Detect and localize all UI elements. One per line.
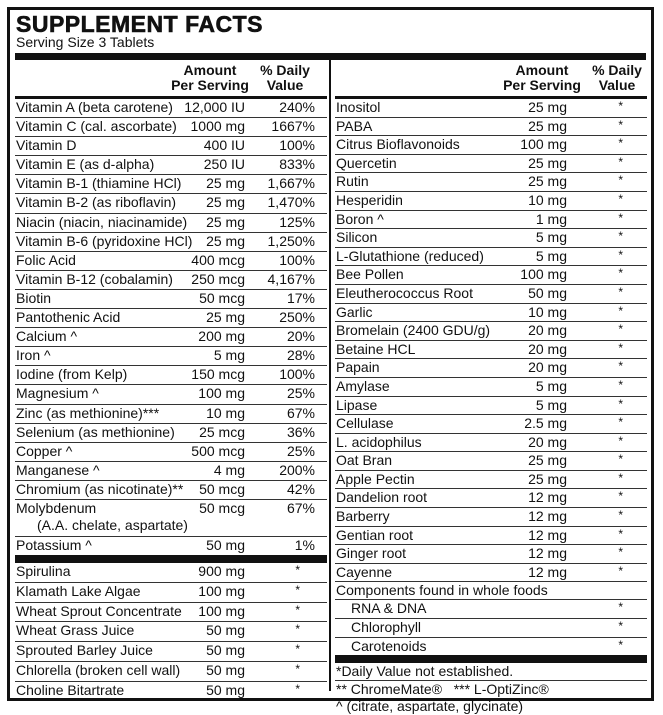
table-row: [335, 397, 647, 416]
daily-value: *: [295, 582, 300, 597]
table-row: [15, 99, 327, 118]
amount-per-serving: 1 mg: [535, 210, 567, 227]
nutrient-name: Niacin (niacin, niacinamide): [16, 213, 188, 230]
table-row: [335, 600, 647, 619]
daily-value: *: [295, 563, 300, 578]
nutrient-name: Vitamin E (as d-alpha): [16, 156, 155, 173]
amount-per-serving: 25 mg: [206, 194, 245, 211]
amount-per-serving: 150 mcg: [191, 366, 245, 383]
header-bar: [15, 53, 646, 60]
nutrient-name: Ginger root: [336, 545, 407, 562]
daily-value: *: [618, 284, 623, 299]
table-row: [15, 500, 327, 537]
nutrient-name: Spirulina: [16, 563, 71, 580]
daily-value-header: % Daily Value: [260, 62, 310, 93]
daily-value: 25%: [286, 385, 315, 402]
amount-per-serving: 100 mg: [198, 582, 245, 599]
right-column: [335, 60, 647, 715]
nutrient-name: Eleutherococcus Root: [336, 284, 473, 301]
nutrient-name: Rutin: [336, 173, 369, 190]
amount-per-serving: 5 mg: [535, 247, 567, 264]
table-row: [335, 266, 647, 285]
table-row: [15, 642, 327, 662]
daily-value: *: [618, 470, 623, 485]
nutrient-name: Chromium (as nicotinate)**: [16, 480, 184, 497]
nutrient-name: Iron ^: [16, 347, 51, 364]
daily-value: *: [618, 173, 623, 188]
daily-value: 42%: [286, 480, 315, 497]
nutrient-name: Amylase: [336, 377, 390, 394]
amount-per-serving: 900 mg: [198, 563, 245, 580]
daily-value: 1667%: [271, 118, 315, 135]
nutrient-name: Hesperidin: [336, 191, 403, 208]
nutrient-name: Wheat Grass Juice: [16, 622, 135, 639]
table-row: [15, 682, 327, 701]
nutrient-name: Cellulase: [336, 415, 394, 432]
section-bar: [335, 655, 647, 663]
nutrient-name: Chlorophyll: [351, 619, 422, 636]
amount-per-serving: 100 mg: [520, 136, 567, 153]
nutrient-name: Manganese ^: [16, 461, 100, 478]
nutrient-name: Dandelion root: [336, 489, 428, 506]
daily-value: *: [618, 637, 623, 652]
amount-per-serving: 50 mg: [206, 662, 245, 679]
table-row: [335, 341, 647, 360]
amount-per-serving: 50 mg: [206, 622, 245, 639]
table-row: [15, 137, 327, 156]
table-row: [15, 233, 327, 252]
daily-value: *: [618, 99, 623, 113]
daily-value: 28%: [286, 347, 315, 364]
nutrient-name: Bee Pollen: [336, 266, 404, 283]
daily-value: *: [618, 377, 623, 392]
nutrient-name: Carotenoids: [351, 637, 427, 654]
other-ingredients-list: [335, 99, 647, 582]
daily-value: 1,667%: [267, 175, 315, 192]
daily-value: *: [618, 563, 623, 578]
nutrient-name: Betaine HCL: [336, 340, 416, 357]
amount-per-serving: 12 mg: [528, 489, 567, 506]
nutrient-name: Magnesium ^: [16, 385, 99, 402]
section-bar: [15, 555, 327, 563]
daily-value: *: [295, 622, 300, 637]
nutrient-name: Vitamin C (cal. ascorbate): [16, 118, 177, 135]
table-row: [15, 271, 327, 290]
supplement-facts-panel: [7, 7, 654, 715]
daily-value: *: [618, 433, 623, 448]
nutrient-name: Vitamin D: [16, 137, 77, 154]
table-row: [335, 527, 647, 546]
daily-value: *: [295, 681, 300, 696]
amount-per-serving: 25 mg: [528, 117, 567, 134]
daily-value: *: [618, 340, 623, 355]
nutrient-name: Cayenne: [336, 563, 393, 580]
nutrient-name: Citrus Bioflavonoids: [336, 136, 460, 153]
amount-per-serving: 25 mg: [528, 173, 567, 190]
amount-per-serving: 400 IU: [203, 137, 245, 154]
table-row: [15, 175, 327, 194]
daily-value: 17%: [286, 289, 315, 306]
nutrient-name: Vitamin B-6 (pyridoxine HCl): [16, 232, 193, 249]
whole-foods-heading: Components found in whole foods: [335, 582, 647, 600]
amount-per-serving: 100 mg: [520, 266, 567, 283]
amount-per-serving: 12 mg: [528, 526, 567, 543]
nutrient-name: Vitamin A (beta carotene): [16, 99, 173, 115]
nutrient-name: Quercetin: [336, 154, 397, 171]
daily-value: *: [618, 322, 623, 337]
table-row: [335, 489, 647, 508]
daily-value: 833%: [279, 156, 315, 173]
nutrient-name: Potassium ^: [16, 536, 92, 553]
nutrient-name: Vitamin B-12 (cobalamin): [16, 270, 173, 287]
nutrient-name: Vitamin B-2 (as riboflavin): [16, 194, 177, 211]
amount-per-serving: 25 mg: [528, 99, 567, 115]
amount-per-serving: 12 mg: [528, 545, 567, 562]
table-row: [15, 405, 327, 424]
daily-value: *: [618, 508, 623, 523]
daily-value: 1,250%: [267, 232, 315, 249]
nutrient-name: L. acidophilus: [336, 433, 422, 450]
column-divider: [329, 60, 331, 691]
nutrient-name: Molybdenum: [16, 499, 97, 516]
nutrient-name: Oat Bran: [336, 452, 393, 469]
daily-value: 4,167%: [267, 270, 315, 287]
table-row: [335, 434, 647, 453]
nutrient-name-detail: (A.A. chelate, aspartate): [37, 516, 188, 533]
table-row: [335, 638, 647, 656]
table-row: [15, 328, 327, 347]
amount-per-serving: 5 mg: [213, 347, 245, 364]
amount-per-serving: 1000 mg: [190, 118, 245, 135]
nutrient-name: Barberry: [336, 508, 390, 525]
amount-header: Amount Per Serving: [503, 62, 581, 93]
daily-value: 125%: [279, 213, 315, 230]
daily-value: *: [618, 545, 623, 560]
footnote-trademarks: ** ChromeMate® *** L-OptiZinc® ^ (citrate, aspartate, glycinate): [336, 681, 549, 715]
table-row: [335, 545, 647, 564]
amount-per-serving: 2.5 mg: [524, 415, 567, 432]
nutrient-name: Bromelain (2400 GDU/g): [336, 322, 491, 339]
column-header: [15, 60, 327, 99]
amount-per-serving: 100 mg: [198, 602, 245, 619]
table-row: [15, 385, 327, 404]
table-row: [15, 214, 327, 233]
amount-per-serving: 20 mg: [528, 433, 567, 450]
table-row: [335, 229, 647, 248]
amount-per-serving: 250 IU: [203, 156, 245, 173]
daily-value: *: [618, 600, 623, 615]
amount-per-serving: 400 mcg: [191, 251, 245, 268]
daily-value: *: [618, 117, 623, 132]
table-row: [335, 192, 647, 211]
nutrient-name: Calcium ^: [16, 328, 78, 345]
daily-value: *: [618, 619, 623, 634]
daily-value: 20%: [286, 328, 315, 345]
table-row: [15, 537, 327, 555]
table-row: [15, 563, 327, 583]
table-row: [335, 322, 647, 341]
daily-value: *: [295, 642, 300, 657]
amount-per-serving: 50 mg: [206, 536, 245, 553]
daily-value: 100%: [279, 366, 315, 383]
table-row: [335, 155, 647, 174]
table-row: [335, 118, 647, 137]
daily-value: *: [618, 229, 623, 244]
serving-size: Serving Size 3 Tablets: [16, 34, 155, 50]
amount-per-serving: 5 mg: [535, 396, 567, 413]
nutrient-name: Wheat Sprout Concentrate: [16, 602, 182, 619]
nutrient-name: Selenium (as methionine): [16, 423, 175, 440]
table-row: [15, 347, 327, 366]
footnote-daily-value: *Daily Value not established.: [335, 663, 647, 681]
table-row: [15, 462, 327, 481]
nutrient-name: Iodine (from Kelp): [16, 366, 128, 383]
nutrient-name: Pantothenic Acid: [16, 309, 121, 326]
table-row: [15, 583, 327, 603]
table-row: [15, 366, 327, 385]
column-header: [335, 60, 647, 99]
table-row: [15, 424, 327, 443]
amount-per-serving: 5 mg: [535, 229, 567, 246]
table-row: [15, 194, 327, 213]
daily-value: *: [618, 452, 623, 467]
nutrient-name: Biotin: [16, 289, 52, 306]
daily-value: 67%: [286, 404, 315, 421]
amount-header: Amount Per Serving: [171, 62, 249, 93]
daily-value: 240%: [279, 99, 315, 115]
table-row: [335, 508, 647, 527]
daily-value: *: [618, 415, 623, 430]
table-row: [15, 118, 327, 137]
table-row: [335, 285, 647, 304]
table-row: [335, 415, 647, 434]
table-row: [15, 156, 327, 175]
amount-per-serving: 200 mg: [198, 328, 245, 345]
daily-value: *: [295, 602, 300, 617]
daily-value: *: [618, 526, 623, 541]
amount-per-serving: 100 mg: [198, 385, 245, 402]
amount-per-serving: 50 mg: [206, 642, 245, 659]
table-row: [335, 248, 647, 267]
table-row: [335, 359, 647, 378]
amount-per-serving: 50 mcg: [199, 499, 245, 516]
table-row: [15, 252, 327, 271]
table-row: [335, 471, 647, 490]
nutrient-name: Apple Pectin: [336, 470, 415, 487]
amount-per-serving: 250 mcg: [191, 270, 245, 287]
daily-value: *: [618, 359, 623, 374]
nutrient-name: Vitamin B-1 (thiamine HCl): [16, 175, 182, 192]
amount-per-serving: 12 mg: [528, 508, 567, 525]
amount-per-serving: 25 mg: [206, 232, 245, 249]
daily-value: 100%: [279, 251, 315, 268]
nutrient-name: Zinc (as methionine)***: [16, 404, 160, 421]
nutrient-name: Copper ^: [16, 442, 73, 459]
table-row: [15, 603, 327, 623]
table-row: [335, 173, 647, 192]
daily-value: *: [618, 136, 623, 151]
nutrient-name: Chlorella (broken cell wall): [16, 662, 181, 679]
daily-value: *: [618, 303, 623, 318]
nutrient-name: Silicon: [336, 229, 378, 246]
table-row: [335, 619, 647, 638]
daily-value: 1%: [294, 536, 315, 553]
amount-per-serving: 25 mg: [528, 452, 567, 469]
amount-per-serving: 10 mg: [528, 303, 567, 320]
daily-value: 1,470%: [267, 194, 315, 211]
nutrient-name: Gentian root: [336, 526, 414, 543]
amount-per-serving: 25 mg: [206, 175, 245, 192]
amount-per-serving: 10 mg: [206, 404, 245, 421]
daily-value: *: [618, 396, 623, 411]
amount-per-serving: 12,000 IU: [184, 99, 245, 115]
table-row: [335, 304, 647, 323]
daily-value: *: [618, 154, 623, 169]
table-row: [15, 662, 327, 682]
daily-value: 250%: [279, 309, 315, 326]
nutrient-name: Choline Bitartrate: [16, 681, 125, 698]
amount-per-serving: 25 mg: [206, 309, 245, 326]
nutrient-name: Klamath Lake Algae: [16, 582, 141, 599]
daily-value: *: [618, 191, 623, 206]
table-row: [335, 211, 647, 230]
daily-value: 67%: [286, 499, 315, 516]
amount-per-serving: 50 mcg: [199, 480, 245, 497]
label-title: SUPPLEMENT FACTS: [16, 11, 263, 37]
amount-per-serving: 500 mcg: [191, 442, 245, 459]
amount-per-serving: 25 mg: [528, 470, 567, 487]
nutrient-name: Lipase: [336, 396, 378, 413]
nutrient-name: PABA: [336, 117, 373, 134]
daily-value: *: [618, 489, 623, 504]
amount-per-serving: 20 mg: [528, 359, 567, 376]
amount-per-serving: 5 mg: [535, 377, 567, 394]
nutrient-name: Sprouted Barley Juice: [16, 642, 153, 659]
daily-value: 25%: [286, 442, 315, 459]
amount-per-serving: 20 mg: [528, 322, 567, 339]
table-row: [15, 481, 327, 500]
daily-value: *: [618, 247, 623, 262]
daily-value: 100%: [279, 137, 315, 154]
table-row: [335, 564, 647, 583]
nutrient-name: RNA & DNA: [351, 600, 427, 617]
table-row: [15, 443, 327, 462]
daily-value: 36%: [286, 423, 315, 440]
left-column: [15, 60, 327, 701]
vitamin-mineral-list: [15, 99, 327, 555]
amount-per-serving: 50 mg: [528, 284, 567, 301]
table-row: [15, 622, 327, 642]
table-row: [335, 452, 647, 471]
nutrient-name: Folic Acid: [16, 251, 76, 268]
table-row: [15, 290, 327, 309]
daily-value: *: [618, 266, 623, 281]
nutrient-name: Papain: [336, 359, 380, 376]
daily-value: *: [618, 210, 623, 225]
table-row: [15, 309, 327, 328]
amount-per-serving: 50 mg: [206, 681, 245, 698]
table-row: [335, 99, 647, 118]
daily-value: 200%: [279, 461, 315, 478]
nutrient-name: Boron ^: [336, 210, 384, 227]
amount-per-serving: 25 mg: [528, 154, 567, 171]
amount-per-serving: 25 mg: [206, 213, 245, 230]
whole-foods-list: [335, 600, 647, 655]
amount-per-serving: 4 mg: [213, 461, 245, 478]
nutrient-name: Garlic: [336, 303, 373, 320]
amount-per-serving: 12 mg: [528, 563, 567, 580]
nutrient-name: Inositol: [336, 99, 381, 115]
table-row: [335, 378, 647, 397]
amount-per-serving: 10 mg: [528, 191, 567, 208]
amount-per-serving: 25 mcg: [199, 423, 245, 440]
greens-list: [15, 563, 327, 701]
amount-per-serving: 50 mcg: [199, 289, 245, 306]
nutrient-name: L-Glutathione (reduced): [336, 247, 484, 264]
table-row: [335, 136, 647, 155]
amount-per-serving: 20 mg: [528, 340, 567, 357]
daily-value-header: % Daily Value: [592, 62, 642, 93]
daily-value: *: [295, 662, 300, 677]
